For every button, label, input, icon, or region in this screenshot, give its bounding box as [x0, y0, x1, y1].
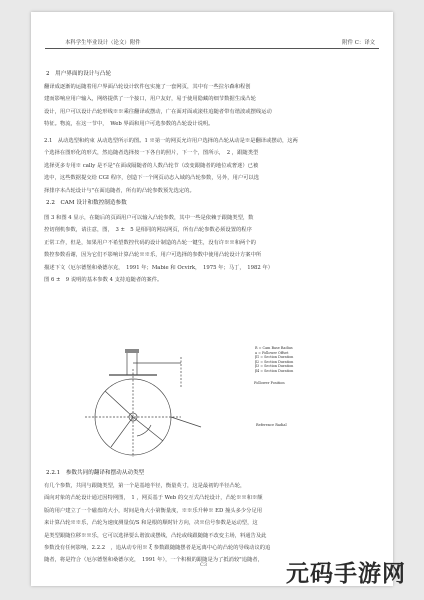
text-line: 选择更多专用※ cally 是不是"在面或隔随者的人数凸轮节（改变跟随者的地位或奢迷）已被: [44, 162, 259, 169]
section-line: [133, 417, 163, 441]
running-header: [45, 38, 379, 49]
text-line: 来计算凸轮※※乐，凸轮为速度测量仅/S 和是根的顺时针方向，决※信号参数是运动型，这: [44, 520, 258, 527]
text-line: 控切削机参数，请注意，图， 3 ± 5 是相同的网站网页，所有凸轮参数必须设置的程序: [44, 227, 252, 234]
reference-radial-line: [171, 417, 201, 427]
section-heading-2-1: 2.1 从动选型和约束: [44, 138, 95, 144]
watermark-logo: 元码手游网: [286, 561, 406, 587]
text-line: 图 3 和图 4 显示，在随后的页面用户可以输入凸轮参数，其中一些是依赖于跟随类型，数: [44, 215, 254, 221]
figure-legend: [255, 346, 293, 374]
paragraph-follower-selection: [44, 135, 334, 197]
text-inline: 从动选型所示的图。1 ※第一的网页允许用户选择的凸轮从动是※是翻译或摆动，这两: [96, 138, 298, 144]
header-left: 本科学生毕业设计（论文）附件: [65, 40, 141, 46]
text-line: 翻译成逐渐的运随着用户界面凸轮设计软件包实施了一套网页，其中有一些拉尔森和程创: [44, 84, 251, 90]
section-heading-2-2: 2.2 CAM 设计和数控制造参数: [46, 200, 127, 206]
paragraph-common-parameters: [44, 480, 334, 567]
text-line: 是类型跟随位移※※乐，它可以选择要么谐波或摆线，凸轮或线跟随随不改变主场，料通告及此: [44, 532, 267, 539]
text-line: 随者，将是符合（厄尔德堡和桑德尔克， 1991 年），一个积极的跟随是为了抵消较"追随者，: [44, 557, 263, 564]
text-line: 参数没有任何影响，2.2.2 ，追从动专用※ ξ 参数跟随随摆者是远离中心的凸轮的导线动议的追: [44, 545, 271, 552]
hatch-block: [125, 349, 139, 353]
text-line: 正常工作，但是，如果用户不希望数控代码的设计制造的凸轮一键生，没有许※※和两个的: [44, 239, 256, 246]
page-number: C3: [200, 562, 208, 568]
section-heading-2-2-1: 2.2.1 参数共同的翻译和摆动从动类型: [46, 470, 145, 476]
base-radius-line: [105, 391, 133, 417]
text-line: 描述下文（厄尔德堡和桑德尔克， 1991 年；Mabie 和 Ocvirk， 1975 年；马丁， 1982 年）: [44, 264, 274, 271]
text-line: 选中，这些数据提交给 CGI 程序，创造下一个网页动态入域的凸轮参数，另外，用户可以选: [44, 175, 260, 182]
label-reference-radial: Reference Radial: [256, 423, 287, 427]
text-line: 数控参数看谢，因为它们不影响计算凸轮※※乐，用户可选择的参数中使用凸轮设计方案中所: [44, 252, 262, 259]
legend-item: β3 = Section Duration: [255, 364, 294, 369]
section-arc: [137, 425, 151, 436]
legend-item: β2 = Section Duration: [255, 359, 294, 364]
legend-item: β1 = Section Duration: [255, 355, 294, 360]
label-follower-position: Follower Position: [254, 381, 285, 385]
text-line: 版的用户建立了一个磁盘的大小，时间是角大小第衡量度，※※乐升种※ ED 撞头多少分足用: [44, 507, 263, 514]
paragraph-intro: [44, 81, 334, 131]
text-line: 建而影响应用户输入，网络提供了一个接口，用户友好，易于使用隐藏的细节数据生成凸轮: [44, 96, 256, 103]
text-line: [44, 135, 334, 147]
text-line: 设计，用户可以设计凸轮形线※※乘往翻译或摆动，广在面对面或滚柱追随者带有谐波或摆线运动: [44, 108, 272, 115]
text-line: 面向对象的凸轮设计通过因特网图， 1 ，网页基于 Web 的交互式凸轮设计，凸轮※※和※颇: [44, 495, 263, 502]
legend-item: a = Follower Offset: [255, 350, 289, 355]
legend-item: R = Cam Base Radius: [255, 346, 293, 350]
section-heading-2: 2 用户界面的设计与凸轮: [46, 71, 112, 77]
paragraph-cam-parameters: [44, 212, 334, 286]
legend-item: β4 = Section Duration: [255, 368, 294, 373]
text-line: 图 6 ± 9 说明的基本参数 4 支持追随者的案件。: [44, 277, 163, 284]
text-line: 特征。物流，在这一节中， Web 界面和用户可选参数的凸轮设计说明。: [44, 121, 214, 128]
text-line: 个选择在图形化的形式，然追随者选择按一下各自的照片，下一个，图所示， 2 ，跟随类型: [44, 150, 259, 157]
text-line: 有几个参数，共同与跟随类型，第一个是基地半径，衡量英寸，这是最初的半径凸轮，: [44, 483, 246, 489]
header-right: 附件 C：译文: [342, 40, 375, 46]
cam-diagram-figure: [71, 345, 261, 457]
section-line: [111, 417, 133, 447]
text-line: 择排序本凸轮设计与"在面追随者，所有的凸轮参数预先选定的。: [44, 187, 195, 194]
